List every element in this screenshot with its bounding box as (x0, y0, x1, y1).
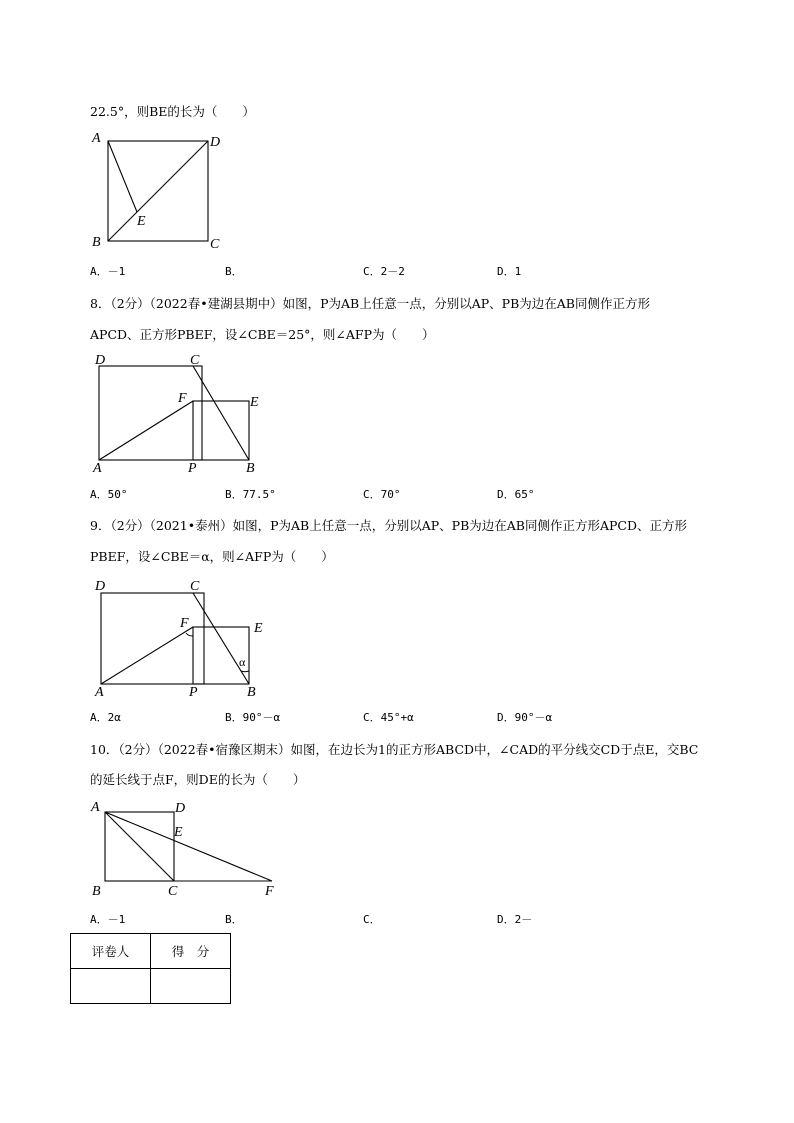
q10-label-b: B (92, 884, 101, 899)
q10-stem-line2: 的延长线于点F，则DE的长为（ ） (90, 772, 306, 787)
q7-label-d: D (210, 135, 221, 150)
q7-option-b[interactable]: B． (225, 265, 243, 278)
q8-option-b[interactable]: B．77.5° (225, 488, 276, 501)
q9-option-b[interactable]: B．90°－α (225, 711, 281, 724)
q9-label-p: P (189, 685, 198, 700)
q8-label-f: F (178, 391, 187, 406)
q10-stem-line1: 10．（2分）（2022春•宿豫区期末）如图，在边长为1的正方形ABCD中，∠CAD的平分线交CD于点E，交BC (90, 742, 699, 757)
q8-label-d: D (95, 353, 106, 368)
q8-figure (90, 352, 270, 477)
q7-label-b: B (92, 235, 101, 250)
q9-figure (90, 578, 270, 703)
q8-label-a: A (93, 461, 102, 476)
q8-label-p: P (188, 461, 197, 476)
q7-label-a: A (92, 131, 101, 146)
q9-label-f: F (180, 616, 189, 631)
q9-stem-line2: PBEF，设∠CBE＝α，则∠AFP为（ ） (90, 549, 334, 564)
q9-label-a: A (95, 685, 104, 700)
q10-option-a[interactable]: A．－1 (90, 913, 126, 926)
q8-label-b: B (246, 461, 255, 476)
q7-figure (90, 130, 230, 255)
q7-option-a[interactable]: A．－1 (90, 265, 126, 278)
q9-stem-line1: 9．（2分）（2021•泰州）如图，P为AB上任意一点，分别以AP、PB为边在AB同侧作正方形APCD、正方形 (90, 518, 687, 533)
q9-label-b: B (247, 685, 256, 700)
q10-figure (90, 798, 290, 903)
q9-label-c: C (190, 579, 200, 594)
q7-option-c[interactable]: C．2－2 (363, 265, 405, 278)
q10-label-d: D (175, 801, 186, 816)
q9-label-d: D (95, 579, 106, 594)
grader-header: 评卷人 (71, 934, 151, 969)
q9-option-d[interactable]: D．90°－α (497, 711, 553, 724)
q10-option-c[interactable]: C． (363, 913, 381, 926)
q8-stem-line2: APCD、正方形PBEF，设∠CBE＝25°，则∠AFP为（ ） (90, 327, 435, 342)
grader-cell[interactable] (71, 969, 151, 1004)
q8-option-c[interactable]: C．70° (363, 488, 401, 501)
q9-option-c[interactable]: C．45°+α (363, 711, 414, 724)
q8-label-c: C (190, 353, 200, 368)
score-cell[interactable] (151, 969, 231, 1004)
q7-label-e: E (137, 214, 146, 229)
q8-option-d[interactable]: D．65° (497, 488, 535, 501)
q9-option-a[interactable]: A．2α (90, 711, 121, 724)
score-table (70, 933, 231, 1004)
q10-label-a: A (91, 800, 100, 815)
q7-option-d[interactable]: D．1 (497, 265, 522, 278)
score-header: 得 分 (151, 934, 231, 969)
q8-label-e: E (250, 395, 259, 410)
q7-label-c: C (210, 237, 220, 252)
q10-option-d[interactable]: D．2－ (497, 913, 533, 926)
q10-label-e: E (174, 825, 183, 840)
q8-stem-line1: 8．（2分）（2022春•建湖县期中）如图，P为AB上任意一点，分别以AP、PB为边在AB同侧作正方形 (90, 296, 650, 311)
q10-label-c: C (168, 884, 178, 899)
q8-option-a[interactable]: A．50° (90, 488, 128, 501)
q10-option-b[interactable]: B． (225, 913, 243, 926)
q7-stem-tail: 22.5°，则BE的长为（ ） (90, 104, 255, 119)
q10-label-f: F (265, 884, 274, 899)
q9-label-alpha: α (239, 655, 246, 669)
q9-label-e: E (254, 621, 263, 636)
